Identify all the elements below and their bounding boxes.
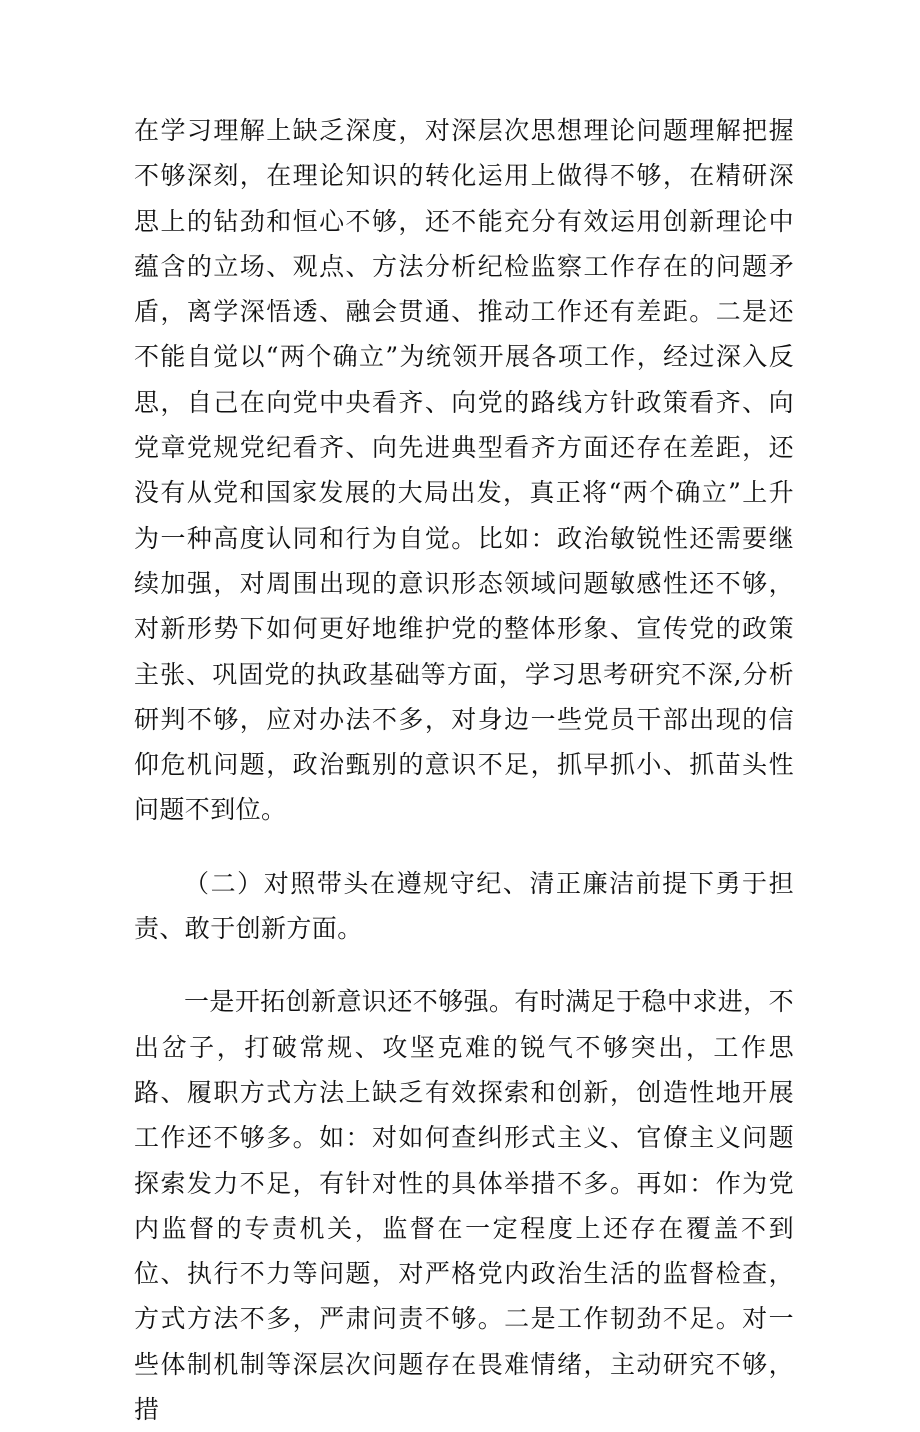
paragraph-continuation: 在学习理解上缺乏深度，对深层次思想理论问题理解把握不够深刻，在理论知识的转化运用上做得不够，在精研深思上的钻劲和恒心不够，还不能充分有效运用创新理论中蕴含的立场、观点、方法分析纪检监察工作存在的问题矛盾，离学深悟透、融会贯通、推动工作还有差距。二是还不能自觉以“两个确立”为统领开展各项工作，经过深入反思，自己在向党中央看齐、向党的路线方针政策看齐、向党章党规党纪看齐、向先进典型看齐方面还存在差距，还没有从党和国家发展的大局出发，真正将“两个确立”上升为一种高度认同和行为自觉。比如：政治敏锐性还需要继续加强，对周围出现的意识形态领域问题敏感性还不够，对新形势下如何更好地维护党的整体形象、宣传党的政策主张、巩固党的执政基础等方面，学习思考研究不深,分析研判不够，应对办法不多，对身边一些党员干部出现的信仰危机问题，政治甄别的意识不足，抓早抓小、抓苗头性问题不到位。	[134, 116, 794, 825]
paragraph-body: 一是开拓创新意识还不够强。有时满足于稳中求进，不出岔子，打破常规、攻坚克难的锐气不够突出，工作思路、履职方式方法上缺乏有效探索和创新，创造性地开展工作还不够多。如：对如何查纠形式主义、官僚主义问题探索发力不足，有针对性的具体举措不多。再如：作为党内监督的专责机关，监督在一定程度上还存在覆盖不到位、执行不力等问题，对严格党内政治生活的监督检查，方式方法不多，严肃问责不够。二是工作韧劲不足。对一些体制机制等深层次问题存在畏难情绪，主动研究不够，措	[134, 987, 794, 1425]
document-page	[134, 108, 794, 1432]
section-heading-two: （二）对照带头在遵规守纪、清正廉洁前提下勇于担责、敢于创新方面。	[134, 868, 794, 944]
